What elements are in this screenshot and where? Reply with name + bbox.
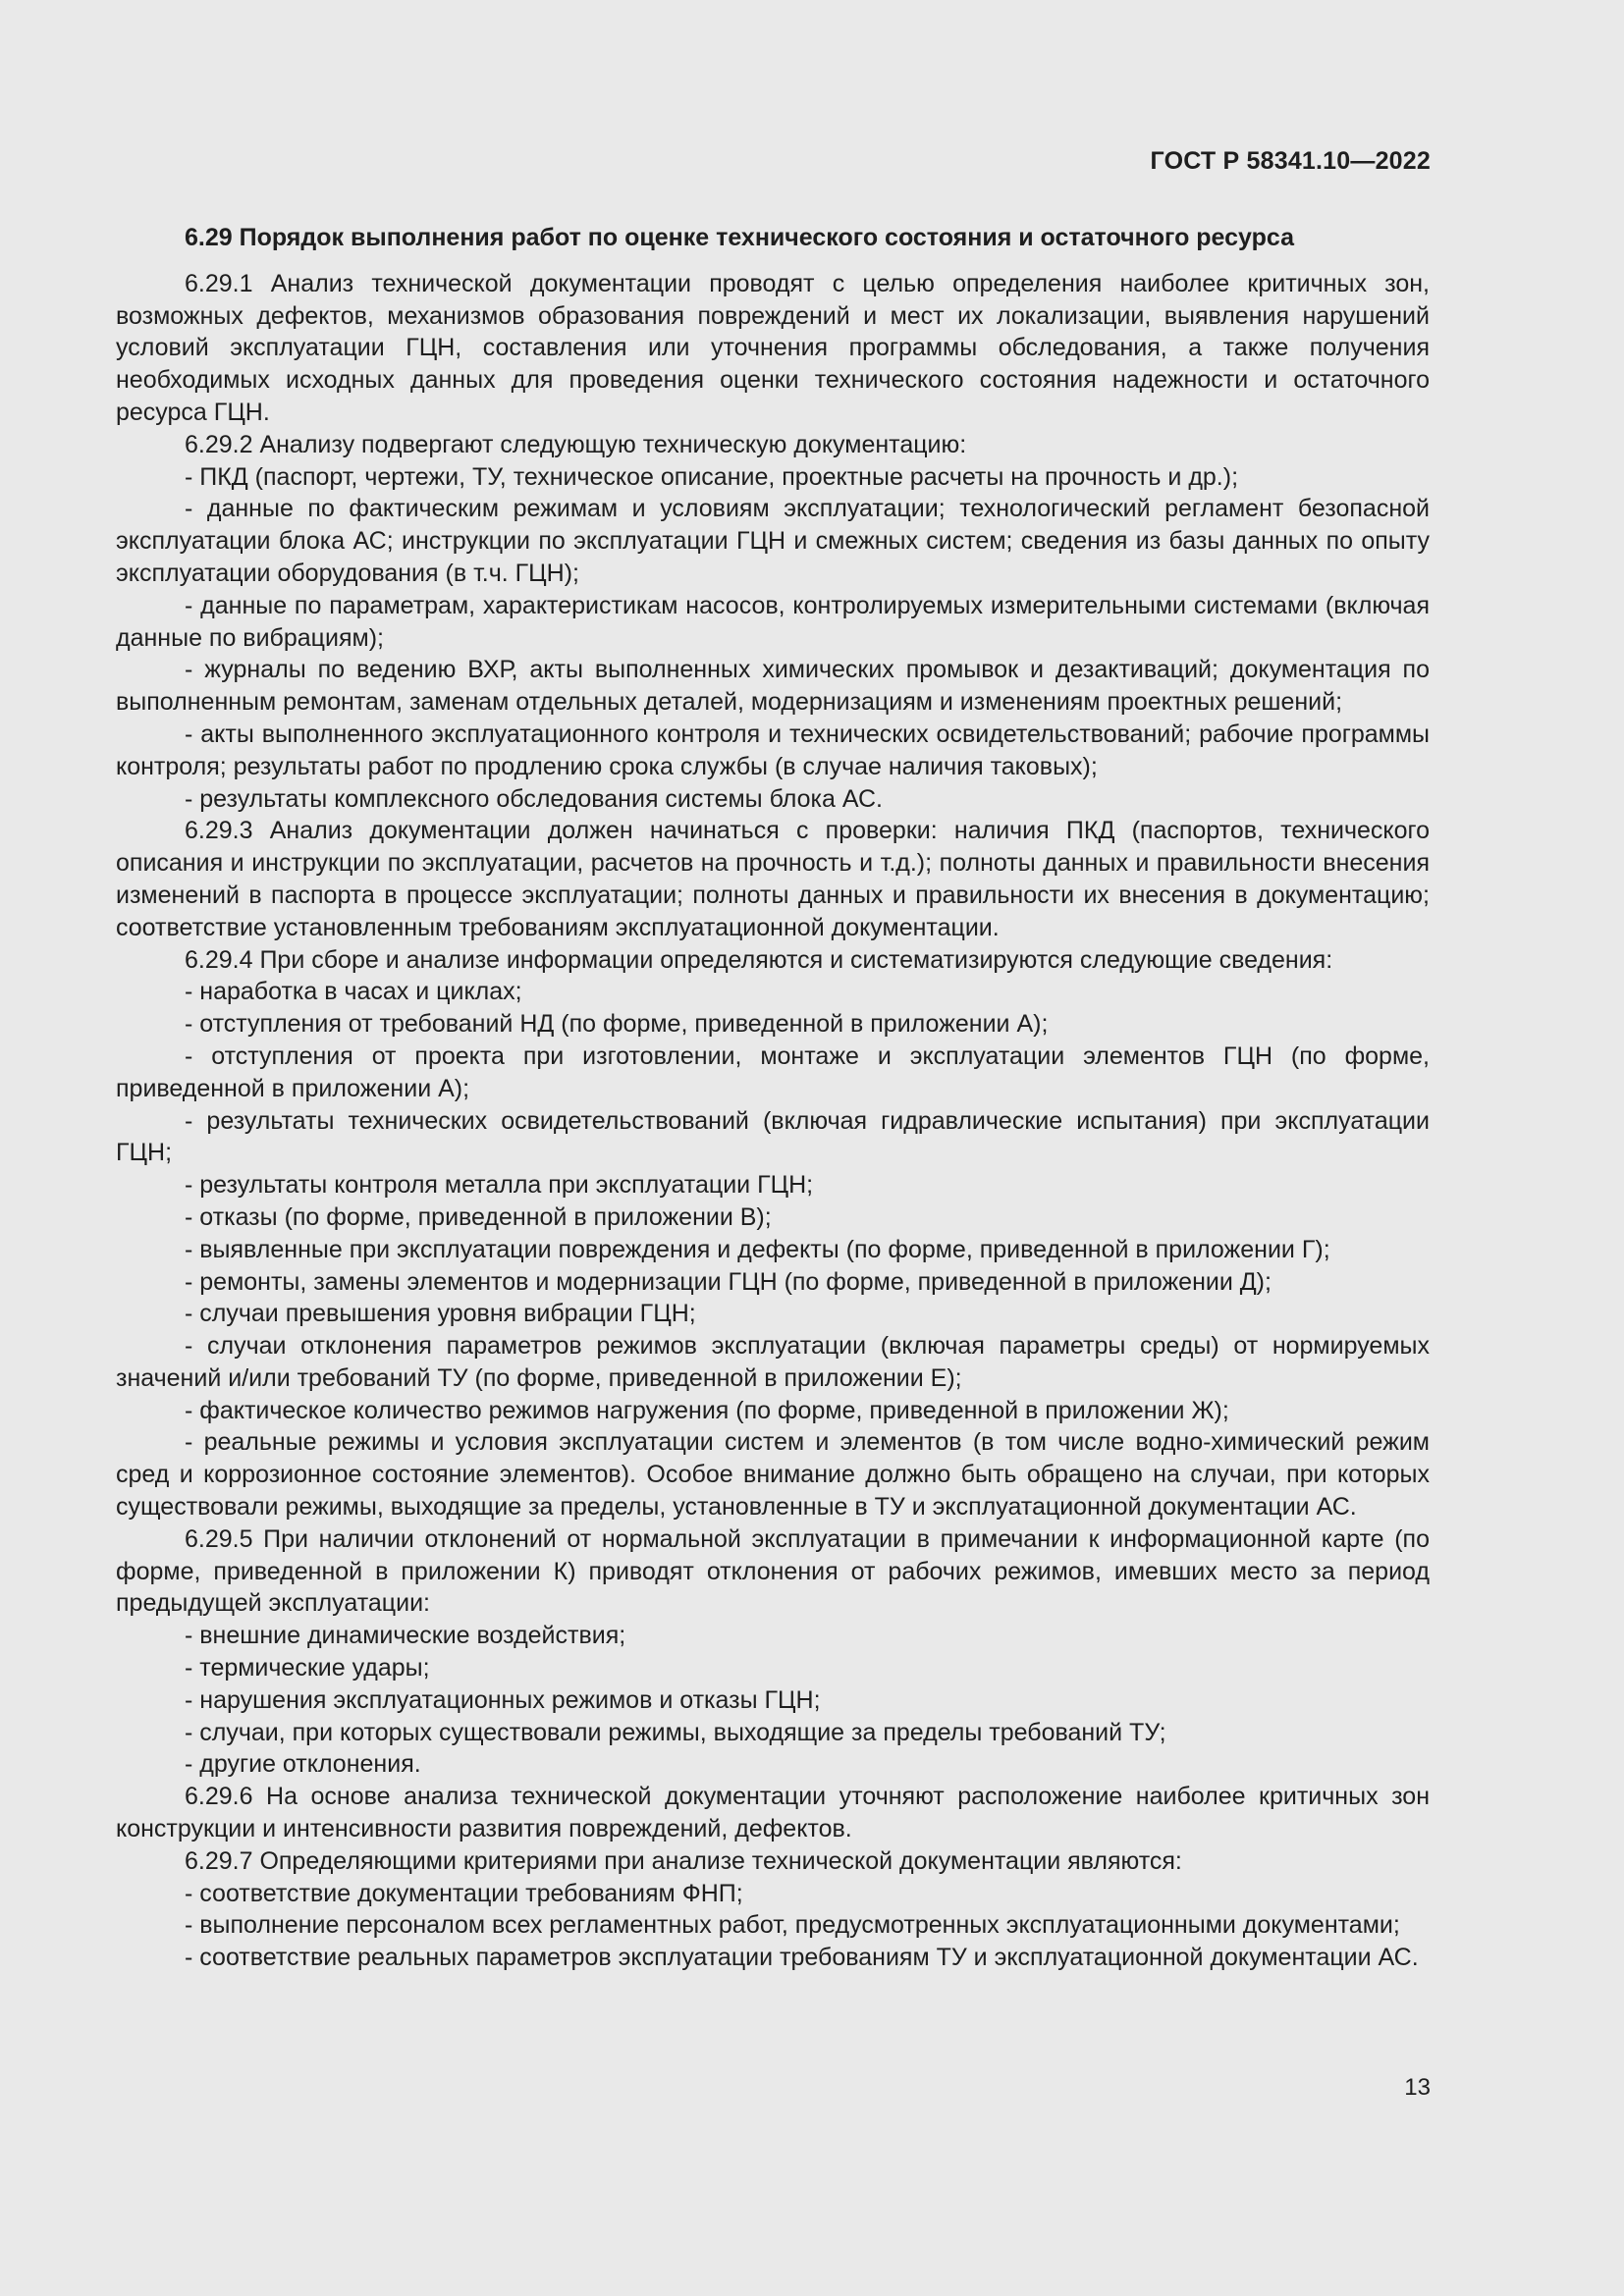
paragraph: - результаты комплексного обследования системы блока АС.: [185, 784, 883, 813]
paragraph: - данные по параметрам, характеристикам насосов, контролируемых измерительными системами (включая данные по вибрациям);: [116, 591, 1430, 652]
paragraph: - данные по фактическим режимам и условиям эксплуатации; технологический регламент безопасной эксплуатации блока АС; инструкции по эксплуатации ГЦН и смежных систем; сведения из базы данных по опыту эксплуатации оборудования (в т.ч. ГЦН);: [116, 495, 1430, 587]
paragraph: - другие отклонения.: [185, 1750, 421, 1779]
paragraph: - нарушения эксплуатационных режимов и отказы ГЦН;: [185, 1685, 821, 1714]
paragraph: - отказы (по форме, приведенной в приложении В);: [185, 1202, 772, 1231]
section-body: [116, 222, 1430, 1974]
paragraph: - наработка в часах и циклах;: [185, 978, 522, 1006]
paragraph-list: [116, 268, 1430, 1974]
paragraph: 6.29.2 Анализу подвергают следующую техническую документацию:: [185, 430, 967, 458]
paragraph: 6.29.6 На основе анализа технической документации уточняют расположение наиболее критичных зон конструкции и интенсивности развития повреждений, дефектов.: [116, 1783, 1430, 1843]
paragraph: - ПКД (паспорт, чертежи, ТУ, техническое описание, проектные расчеты на прочность и др.);: [185, 462, 1239, 491]
paragraph: - случаи превышения уровня вибрации ГЦН;: [185, 1300, 696, 1328]
paragraph: - реальные режимы и условия эксплуатации систем и элементов (в том числе водно-химический режим сред и коррозионное состояние элементов). Особое внимание должно быть обращено на случаи, при которых существовали режимы, выходящие за пределы, установленные в ТУ и эксплуатационной документации АС.: [116, 1428, 1430, 1522]
paragraph: - ремонты, замены элементов и модернизации ГЦН (по форме, приведенной в приложении Д);: [185, 1267, 1272, 1296]
paragraph: - соответствие реальных параметров эксплуатации требованиям ТУ и эксплуатационной документации АС.: [185, 1944, 1419, 1972]
paragraph: - случаи отклонения параметров режимов эксплуатации (включая параметры среды) от нормируемых значений и/или требований ТУ (по форме, приведенной в приложении Е);: [116, 1332, 1430, 1392]
paragraph: - соответствие документации требованиям ФНП;: [185, 1879, 743, 1907]
paragraph: - отступления от требований НД (по форме, приведенной в приложении А);: [185, 1010, 1049, 1039]
paragraph: - результаты контроля металла при эксплуатации ГЦН;: [185, 1171, 814, 1200]
paragraph: 6.29.4 При сборе и анализе информации определяются и систематизируются следующие сведения:: [185, 945, 1333, 974]
paragraph: 6.29.3 Анализ документации должен начинаться с проверки: наличия ПКД (паспортов, технического описания и инструкции по эксплуатации, расчетов на прочность и т.д.); полноты данных и правильности внесения изменений в паспорта в процессе эксплуатации; полноты данных и правильности их внесения в документацию; соответствие установленным требованиям эксплуатационной документации.: [116, 817, 1430, 941]
paragraph: 6.29.5 При наличии отклонений от нормальной эксплуатации в примечании к информационной карте (по форме, приведенной в приложении К) приводят отклонения от рабочих режимов, имевших место за период предыдущей эксплуатации:: [116, 1524, 1430, 1618]
paragraph: - результаты технических освидетельствований (включая гидравлические испытания) при эксплуатации ГЦН;: [116, 1106, 1430, 1167]
paragraph: - термические удары;: [185, 1654, 430, 1682]
paragraph: - фактическое количество режимов нагружения (по форме, приведенной в приложении Ж);: [185, 1396, 1229, 1424]
paragraph: - внешние динамические воздействия;: [185, 1622, 626, 1650]
paragraph: 6.29.7 Определяющими критериями при анализе технической документации являются:: [185, 1846, 1182, 1875]
paragraph: - журналы по ведению ВХР, акты выполненных химических промывок и дезактиваций; документация по выполненным ремонтам, заменам отдельных деталей, модернизациям и изменениям проектных решений;: [116, 656, 1430, 717]
paragraph: - случаи, при которых существовали режимы, выходящие за пределы требований ТУ;: [185, 1718, 1166, 1746]
document-id-header: ГОСТ Р 58341.10—2022: [1150, 147, 1431, 175]
paragraph: - выполнение персоналом всех регламентных работ, предусмотренных эксплуатационными документами;: [185, 1911, 1400, 1940]
paragraph: - отступления от проекта при изготовлении, монтаже и эксплуатации элементов ГЦН (по форме, приведенной в приложении А);: [116, 1041, 1430, 1102]
page-number: 13: [1404, 2074, 1431, 2101]
paragraph: - акты выполненного эксплуатационного контроля и технических освидетельствований; рабочие программы контроля; результаты работ по продлению срока службы (в случае наличия таковых);: [116, 720, 1430, 780]
paragraph: 6.29.1 Анализ технической документации проводят с целью определения наиболее критичных зон, возможных дефектов, механизмов образования повреждений и мест их локализации, выявления нарушений условий эксплуатации ГЦН, составления или уточнения программы обследования, а также получения необходимых исходных данных для проведения оценки технического состояния надежности и остаточного ресурса ГЦН.: [116, 269, 1430, 426]
section-heading: 6.29 Порядок выполнения работ по оценке технического состояния и остаточного ресурса: [185, 224, 1294, 251]
paragraph: - выявленные при эксплуатации повреждения и дефекты (по форме, приведенной в приложении Г);: [185, 1235, 1330, 1263]
